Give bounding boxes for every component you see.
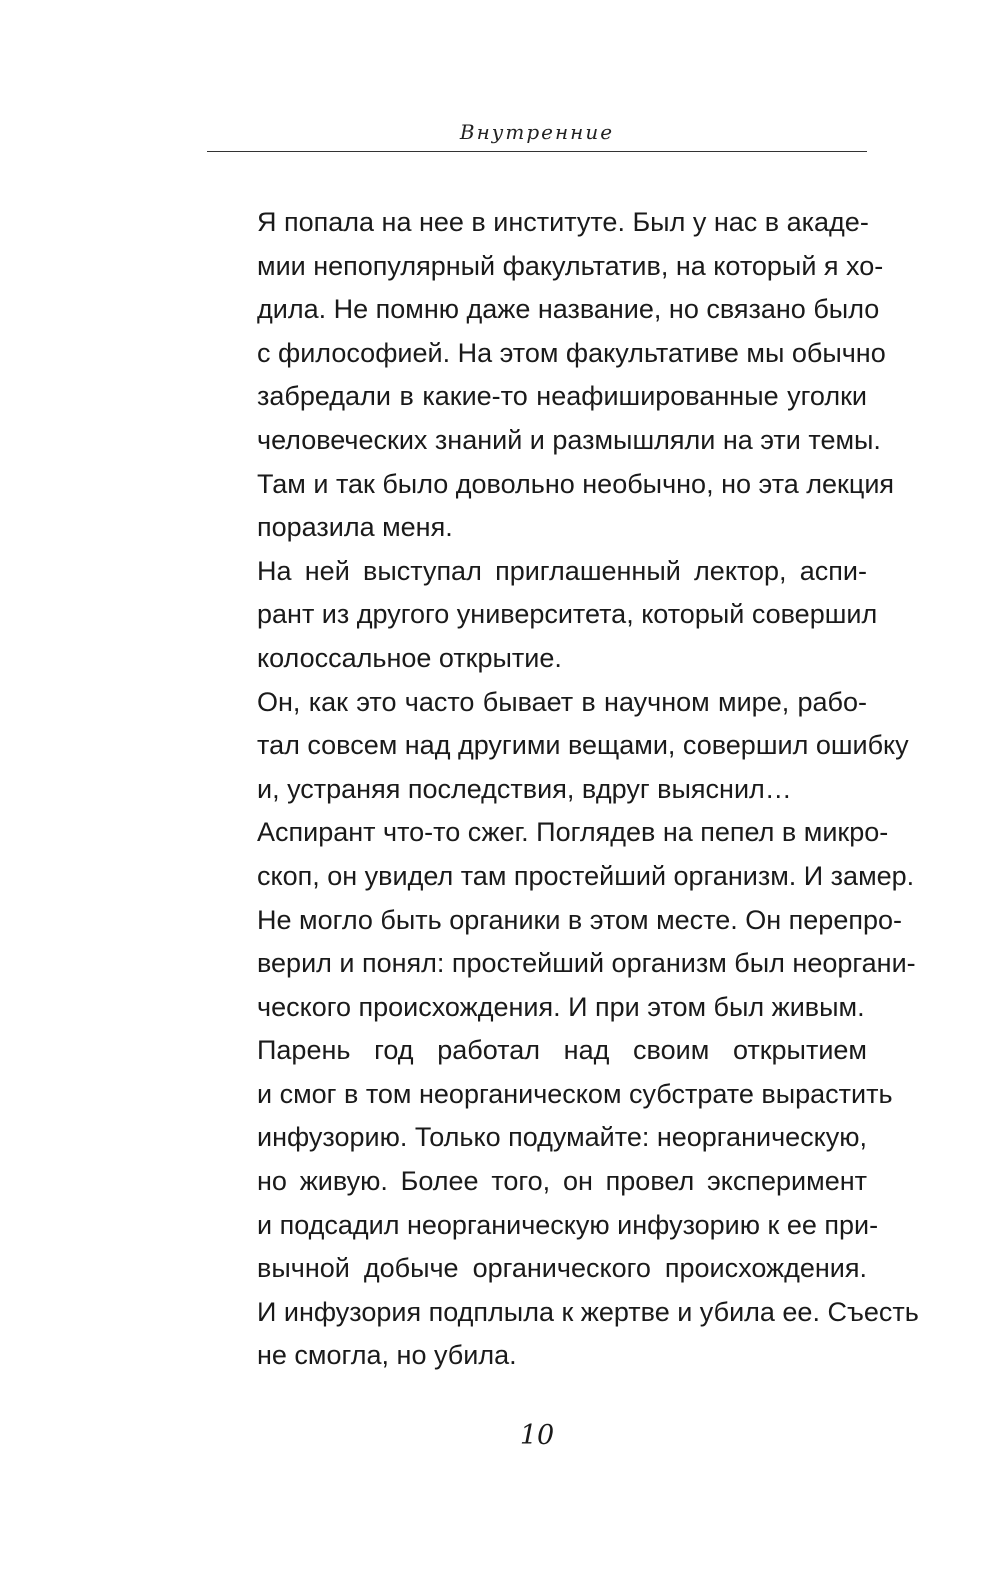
text-line: Аспирант что-то сжег. Поглядев на пепел в микро- xyxy=(257,817,889,848)
text-line: но живую. Более того, он провел эксперимент xyxy=(257,1166,867,1197)
text-line: и подсадил неорганическую инфузорию к ее при- xyxy=(257,1209,879,1240)
text-line: На ней выступал приглашенный лектор, аспи- xyxy=(257,555,867,586)
text-line: рант из другого университета, который совершил xyxy=(257,599,878,630)
text-line: Я попала на нее в институте. Был у нас в акаде- xyxy=(257,207,869,237)
text-line: человеческих знаний и размышляли на эти темы. xyxy=(257,424,881,455)
text-line: верил и понял: простейший организм был неоргани- xyxy=(257,948,916,979)
text-line: вычной добыче органического происхождения. xyxy=(257,1253,867,1284)
text-line: ческого происхождения. И при этом был живым. xyxy=(257,991,865,1022)
text-line: не смогла, но убила. xyxy=(257,1340,517,1371)
text-line: инфузорию. Только подумайте: неорганическую, xyxy=(257,1122,868,1153)
text-line: Он, как это часто бывает в научном мире, рабо- xyxy=(257,686,867,717)
text-line: забредали в какие-то неафишированные уголки xyxy=(257,381,867,412)
running-head: Внутренние xyxy=(459,120,615,144)
text-line: колоссальное открытие. xyxy=(257,642,562,673)
text-line: дила. Не помню даже название, но связано было xyxy=(257,294,880,325)
text-line: и, устраняя последствия, вдруг выяснил… xyxy=(257,773,792,804)
paragraph xyxy=(207,681,909,812)
text-line: Там и так было довольно необычно, но эта лекция xyxy=(257,468,895,499)
text-line: Не могло быть органики в этом месте. Он перепро- xyxy=(257,904,902,935)
text-line: с философией. На этом факультативе мы обычно xyxy=(257,337,886,368)
page-number: 10 xyxy=(519,1420,555,1451)
paragraph xyxy=(207,201,895,550)
text-line: тал совсем над другими вещами, совершил ошибку xyxy=(257,730,909,761)
text-line: Парень год работал над своим открытием xyxy=(257,1035,867,1066)
paragraph xyxy=(207,811,916,1029)
text-line: скоп, он увидел там простейший организм. И замер. xyxy=(257,860,915,891)
text-line: И инфузория подплыла к жертве и убила ее. Съесть xyxy=(257,1296,919,1327)
body-text xyxy=(207,201,919,1378)
paragraph xyxy=(207,1029,919,1378)
text-line: и смог в том неорганическом субстрате вырастить xyxy=(257,1078,893,1109)
header-rule xyxy=(207,151,867,152)
text-line: мии непопулярный факультатив, на который я хо- xyxy=(257,250,884,281)
paragraph xyxy=(207,550,878,681)
text-line: поразила меня. xyxy=(257,512,453,543)
